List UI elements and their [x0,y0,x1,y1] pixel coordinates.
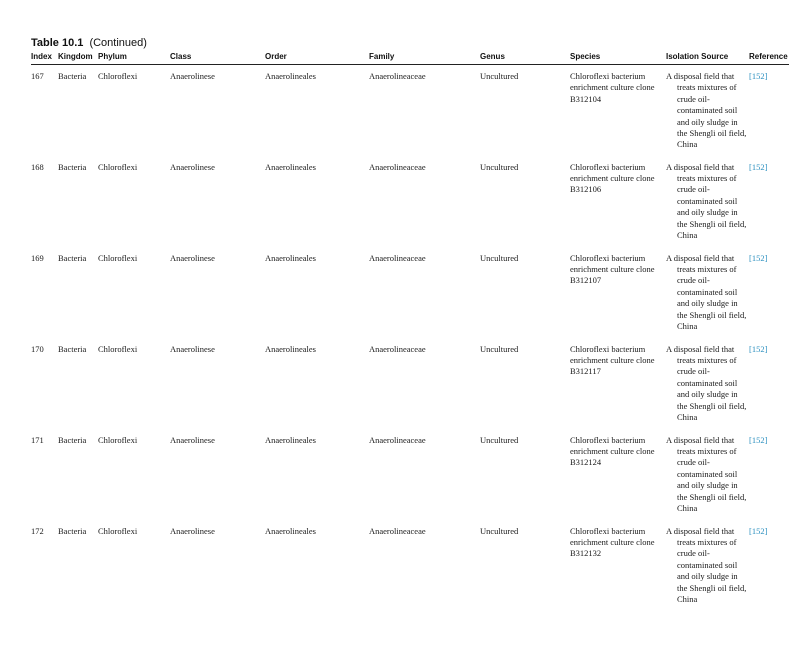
table-row [31,338,789,429]
cell-genus: Uncultured [480,71,519,81]
cell-class: Anaerolinese [170,71,215,81]
cell-reference [749,520,789,611]
col-header-isolation-source: Isolation Source [666,50,749,65]
cell-phylum: Chloroflexi [98,161,138,172]
cell-reference [749,429,789,520]
cell-class: Anaerolinese [170,434,215,445]
table-row [31,156,789,247]
cell-phylum: Chloroflexi [98,434,138,445]
cell-isolation-source: A disposal field that treats mixtures of crude oil-contaminated soil and oily sludge in the Shengli oil field, China [666,434,747,513]
cell-family: Anaerolineaceae [369,252,426,263]
data-table [31,50,789,611]
reference-link[interactable]: [152] [749,71,768,81]
cell-order: Anaerolineales [265,161,316,172]
table-continued-label: (Continued) [89,37,147,49]
cell-order: Anaerolineales [265,71,316,81]
col-header-kingdom: Kingdom [58,50,98,65]
cell-class: Anaerolinese [170,343,215,354]
cell-class: Anaerolinese [170,252,215,263]
cell-family: Anaerolineaceae [369,71,426,81]
cell-order: Anaerolineales [265,343,316,354]
cell-index: 167 [31,71,44,81]
cell-kingdom: Bacteria [58,252,87,263]
cell-family: Anaerolineaceae [369,343,426,354]
cell-species: Chloroflexi bacterium enrichment culture clone B312106 [570,161,655,195]
table-row [31,520,789,611]
table-row [31,247,789,338]
cell-isolation-source: A disposal field that treats mixtures of crude oil-contaminated soil and oily sludge in the Shengli oil field, China [666,252,747,331]
reference-link[interactable]: [152] [749,252,768,263]
cell-class: Anaerolinese [170,525,215,536]
cell-order: Anaerolineales [265,252,316,263]
cell-kingdom: Bacteria [58,343,87,354]
cell-isolation-source: A disposal field that treats mixtures of crude oil-contaminated soil and oily sludge in the Shengli oil field, China [666,161,747,240]
cell-class: Anaerolinese [170,161,215,172]
cell-index: 168 [31,161,44,172]
cell-kingdom: Bacteria [58,71,87,81]
cell-kingdom: Bacteria [58,161,87,172]
cell-index: 170 [31,343,44,354]
cell-order: Anaerolineales [265,525,316,536]
cell-kingdom: Bacteria [58,525,87,536]
cell-phylum: Chloroflexi [98,343,138,354]
cell-order: Anaerolineales [265,434,316,445]
cell-genus: Uncultured [480,343,519,354]
cell-reference [749,247,789,338]
col-header-index: Index [31,50,58,65]
cell-species: Chloroflexi bacterium enrichment culture clone B312124 [570,434,655,468]
cell-reference [749,65,789,156]
col-header-phylum: Phylum [98,50,170,65]
cell-family: Anaerolineaceae [369,161,426,172]
cell-species: Chloroflexi bacterium enrichment culture clone B312132 [570,525,655,559]
cell-phylum: Chloroflexi [98,252,138,263]
cell-reference [749,338,789,429]
table-caption [31,37,147,49]
cell-index: 169 [31,252,44,263]
col-header-reference: Reference [749,50,789,65]
cell-genus: Uncultured [480,161,519,172]
header-row [31,50,789,65]
cell-phylum: Chloroflexi [98,525,138,536]
col-header-genus: Genus [480,50,570,65]
cell-isolation-source: A disposal field that treats mixtures of crude oil-contaminated soil and oily sludge in the Shengli oil field, China [666,71,747,150]
col-header-class: Class [170,50,265,65]
cell-isolation-source: A disposal field that treats mixtures of crude oil-contaminated soil and oily sludge in the Shengli oil field, China [666,525,747,604]
col-header-family: Family [369,50,480,65]
cell-genus: Uncultured [480,252,519,263]
cell-species: Chloroflexi bacterium enrichment culture clone B312107 [570,252,655,286]
cell-index: 171 [31,434,44,445]
cell-genus: Uncultured [480,525,519,536]
reference-link[interactable]: [152] [749,525,768,536]
cell-phylum: Chloroflexi [98,71,138,81]
cell-kingdom: Bacteria [58,434,87,445]
cell-isolation-source: A disposal field that treats mixtures of crude oil-contaminated soil and oily sludge in the Shengli oil field, China [666,343,747,422]
cell-family: Anaerolineaceae [369,434,426,445]
cell-species: Chloroflexi bacterium enrichment culture clone B312117 [570,343,655,377]
cell-species: Chloroflexi bacterium enrichment culture clone B312104 [570,71,655,104]
col-header-species: Species [570,50,666,65]
reference-link[interactable]: [152] [749,343,768,354]
cell-index: 172 [31,525,44,536]
cell-reference [749,156,789,247]
cell-family: Anaerolineaceae [369,525,426,536]
reference-link[interactable]: [152] [749,434,768,445]
cell-genus: Uncultured [480,434,519,445]
table-number: Table 10.1 [31,37,84,49]
col-header-order: Order [265,50,369,65]
reference-link[interactable]: [152] [749,161,768,172]
table-row [31,65,789,156]
table-row [31,429,789,520]
